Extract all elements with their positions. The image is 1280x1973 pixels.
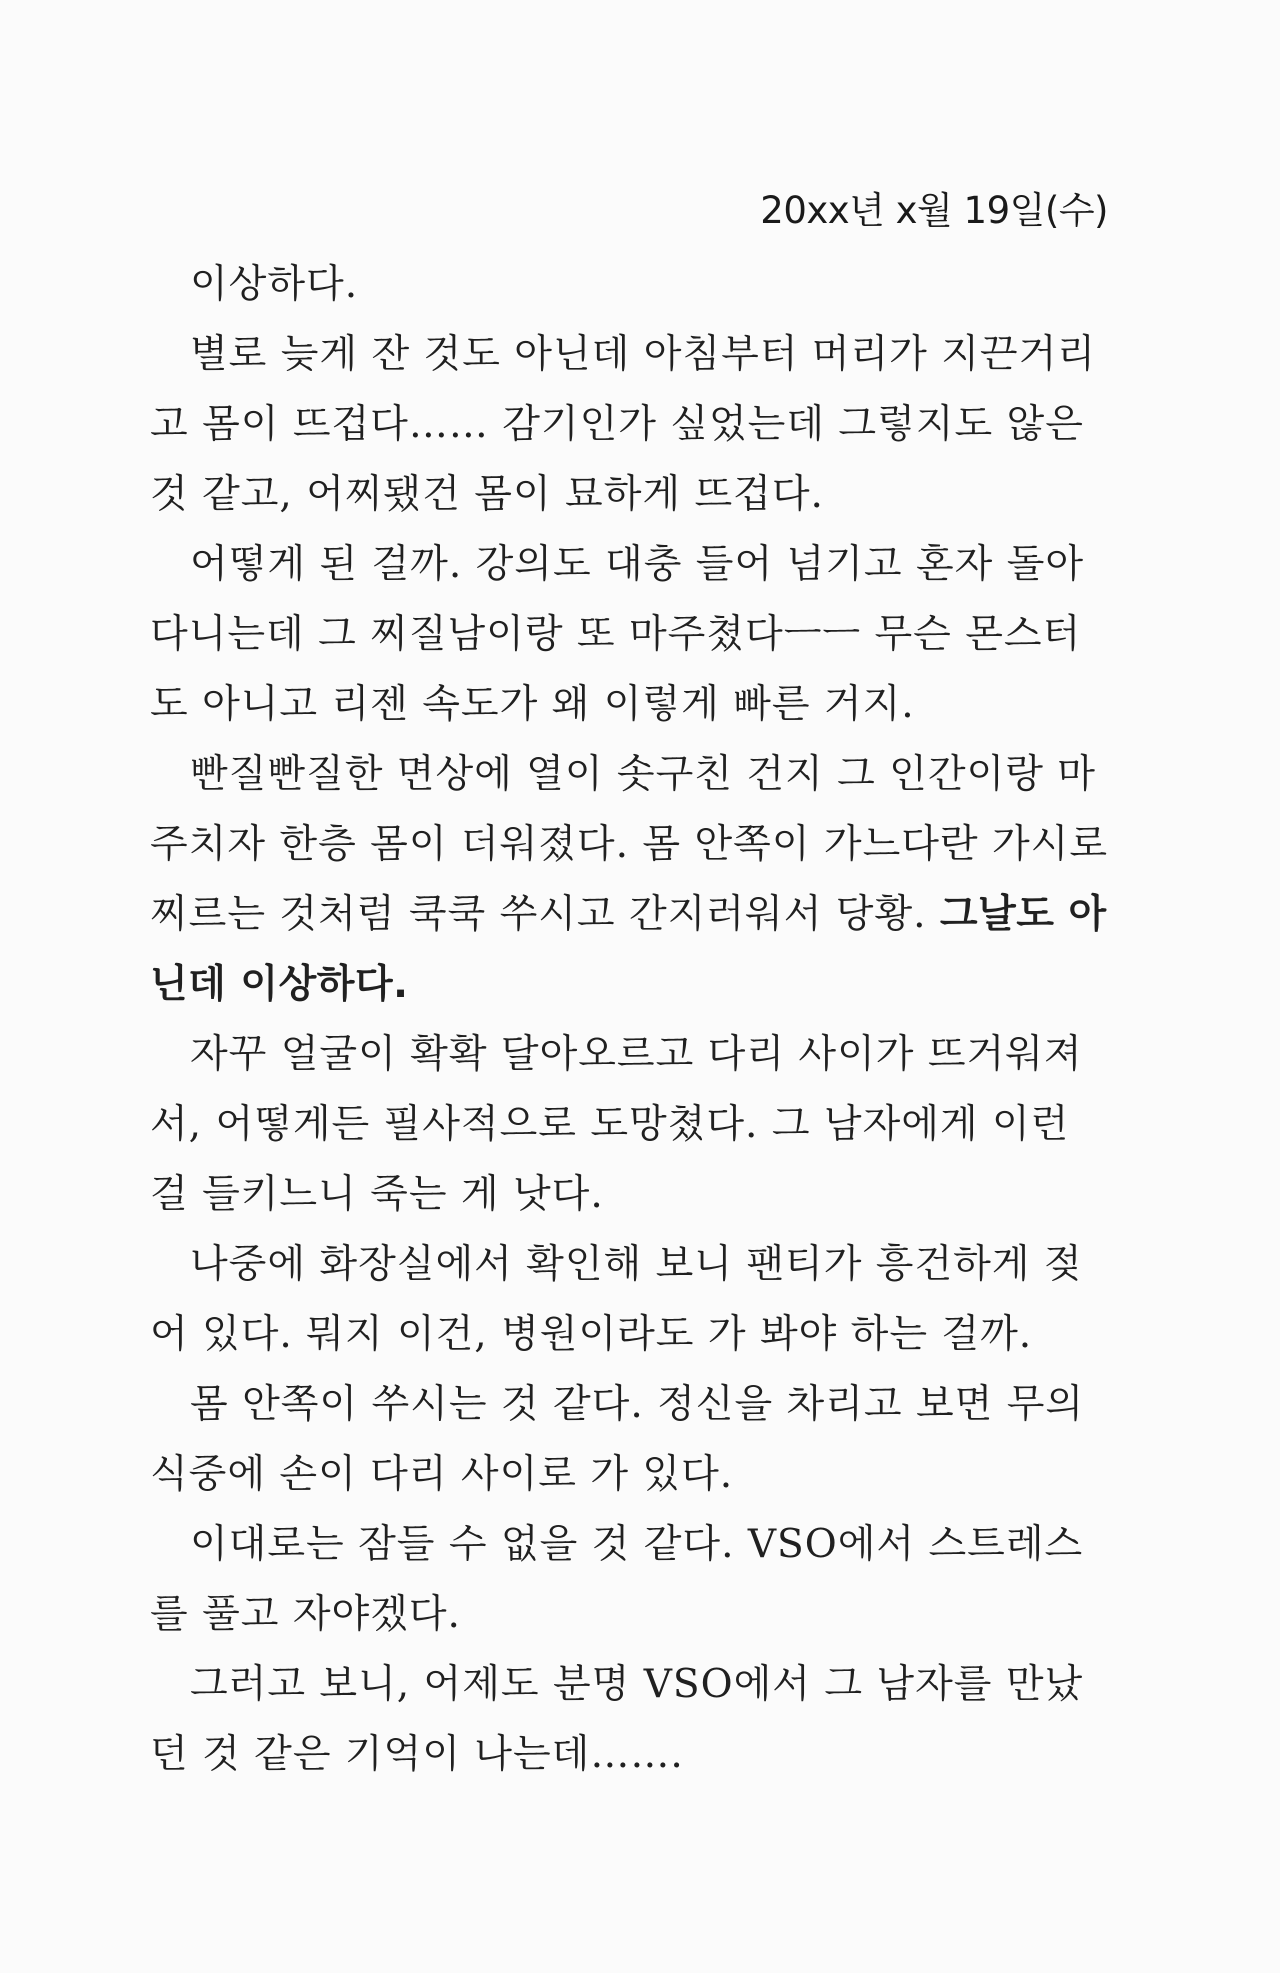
paragraph-7: 몸 안쪽이 쑤시는 것 같다. 정신을 차리고 보면 무의식중에 손이 다리 사이로 가 있다. <box>150 1382 1085 1497</box>
paragraph-5: 자꾸 얼굴이 확확 달아오르고 다리 사이가 뜨거워져서, 어떻게든 필사적으로 도망쳤다. 그 남자에게 이런 걸 들키느니 죽는 게 낫다. <box>150 1032 1083 1217</box>
paragraph-4-emphasis: 그날도 아닌데 이상하다. <box>150 892 1107 1007</box>
paragraph-4 <box>150 740 1110 1020</box>
diary-body <box>150 250 1110 1790</box>
paragraph-4-text: 빤질빤질한 면상에 열이 솟구친 건지 그 인간이랑 마주치자 한층 몸이 더워졌다. 몸 안쪽이 가느다란 가시로 찌르는 것처럼 쿡쿡 쑤시고 간지러워서 당황. <box>150 752 1109 937</box>
paragraph-9: 그러고 보니, 어제도 분명 VSO에서 그 남자를 만났던 것 같은 기억이 나는데……. <box>150 1662 1084 1777</box>
paragraph-1: 이상하다. <box>190 262 359 307</box>
paragraph-2: 별로 늦게 잔 것도 아닌데 아침부터 머리가 지끈거리고 몸이 뜨겁다…… 감기인가 싶었는데 그렇지도 않은 것 같고, 어찌됐건 몸이 묘하게 뜨겁다. <box>150 332 1096 517</box>
paragraph-3: 어떻게 된 걸까. 강의도 대충 들어 넘기고 혼자 돌아다니는데 그 찌질남이랑 또 마주쳤다ㅡㅡ 무슨 몬스터도 아니고 리젠 속도가 왜 이렇게 빠른 거지. <box>150 542 1085 727</box>
paragraph-6: 나중에 화장실에서 확인해 보니 팬티가 흥건하게 젖어 있다. 뭐지 이건, 병원이라도 가 봐야 하는 걸까. <box>150 1242 1083 1357</box>
diary-date: 20xx년 x월 19일(수) <box>760 189 1108 232</box>
paragraph-8: 이대로는 잠들 수 없을 것 같다. VSO에서 스트레스를 풀고 자야겠다. <box>150 1522 1084 1637</box>
